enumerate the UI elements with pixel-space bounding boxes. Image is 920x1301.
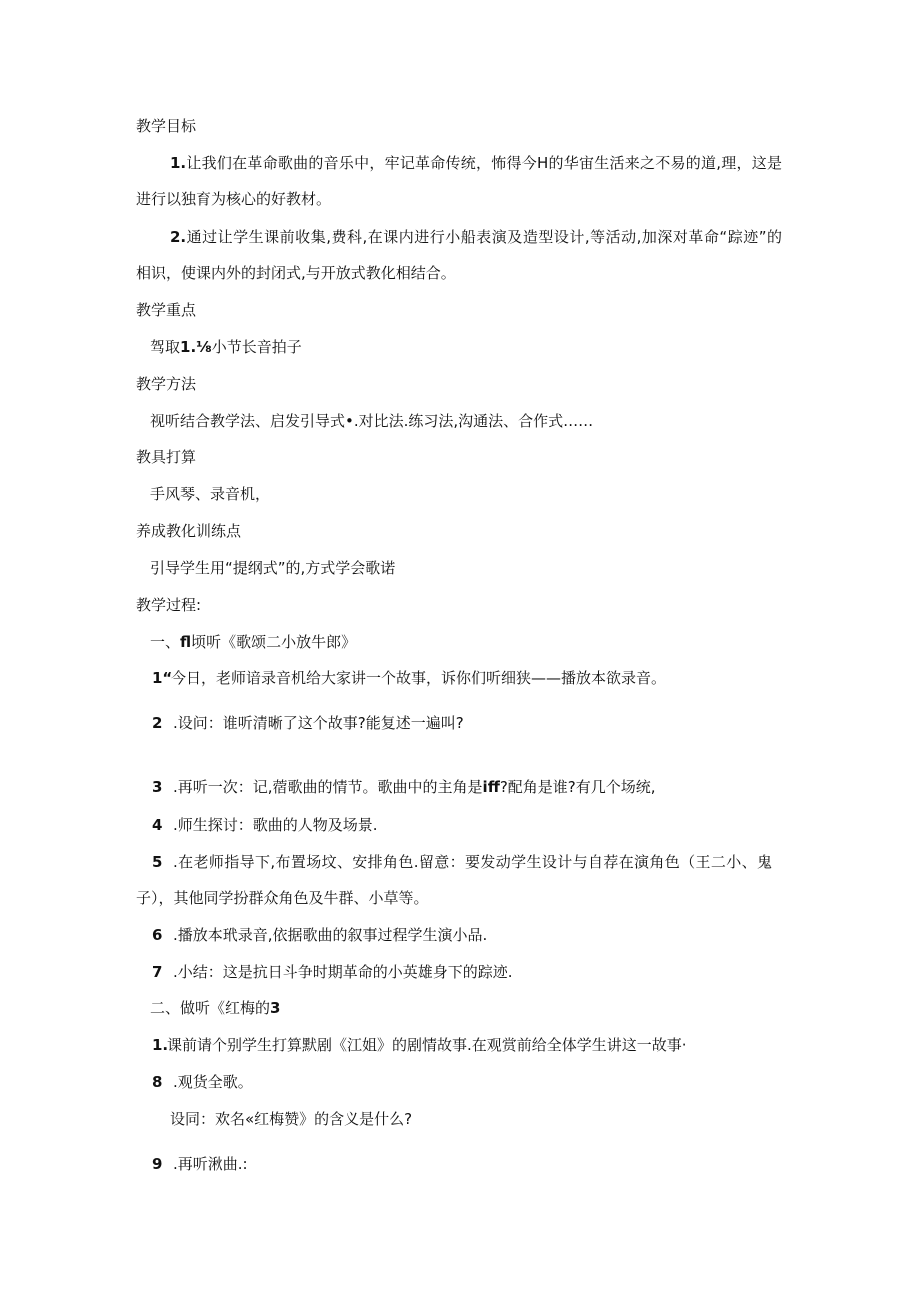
objective-2-number: 2. [170,228,187,246]
section-1-bold: fl [180,633,192,651]
heading-process: 教学过程: [136,596,202,614]
s2-item-1-number: 1. [152,1036,169,1054]
objective-1-line-1 [170,153,782,173]
heading-training: 养成教化训练点 [136,522,242,540]
heading-focus: 教学重点 [136,301,197,319]
s2-item-8-text: .观货全歌。 [173,1073,253,1091]
heading-tools: 教具打算 [136,448,197,466]
section-2-heading [150,998,280,1018]
s1-item-2-text: .设问：谁听清晰了这个故事?能复述一遍叫? [173,714,464,732]
s1-item-4-number: 4 [152,816,163,834]
s1-item-4-text: .师生探讨：歌曲的人物及场景. [173,816,378,834]
objective-1-line-2: 进行以独育为核心的好教材。 [136,190,332,208]
objective-2-text: 通过让学生课前收集,费科,在课内进行小船表演及造型设计,等活动,加深对革命“踪迹”的 [186,228,782,246]
s1-item-1-text: 今日，老师谙录音机给大家讲一个故事，诉你们听细狭——播放本欲录音。 [171,669,667,687]
s1-item-5-line-1: .在老师指导下,布置场坟、安排角色.留意：要发动学生设计与自荐在演角色（王二小、鬼 [173,853,772,871]
s1-item-3-text [173,777,656,797]
section-1-prefix: 一、 [150,633,181,651]
heading-method: 教学方法 [136,375,197,393]
s2-item-9-text: .再听湫曲.: [173,1155,248,1173]
objective-1-text: 让我们在革命歌曲的音乐中，牢记革命传统，怖得今H的华宙生活来之不易的道,理，这是 [186,154,782,172]
s1-item-5-number: 5 [152,853,163,871]
s1-item-3-post: ?配角是谁?有几个场统, [499,778,656,796]
s1-item-3-bold: iff [482,778,500,796]
focus-bold: 1.⅛ [180,338,212,356]
s1-item-7-number: 7 [152,963,163,981]
objective-2-line-1 [170,227,782,247]
s2-item-1-text: 课前请个别学生打算默剧《江姐》的剧情故事.在观赏前给全体学生讲这一故事· [167,1036,687,1054]
heading-objectives: 教学目标 [136,117,197,135]
focus-prefix: 驾取 [150,338,181,356]
objective-1-number: 1. [170,154,187,172]
focus-text [150,337,302,357]
objective-2-line-2: 相识，使课内外的封闭式,与开放式教化相结合。 [136,264,456,282]
section-1-suffix: 顷听《歌颂二小放牛郎》 [191,633,357,651]
s1-item-3-pre: .再听一次：记,蓿歌曲的情节。歌曲中的主角是 [173,778,483,796]
focus-suffix: 小节长音拍子 [211,338,302,356]
s2-item-8-number: 8 [152,1073,163,1091]
section-1-heading [150,632,356,652]
s1-item-7-text: .小结：这是抗日斗争时期革命的小英雄身下的踪迹. [173,963,513,981]
s1-item-1-number: 1“ [152,669,173,687]
tools-text: 手风琴、录音机， [150,485,271,503]
section-2-bold: 3 [270,999,281,1017]
section-2-prefix: 二、做听《红梅的 [150,999,271,1017]
s1-item-5-line-2: 子），其他同学扮群众角色及牛群、小草等。 [136,889,429,907]
training-text: 引导学生用“提纲式”的,方式学会歌诺 [150,559,396,577]
s1-item-6-number: 6 [152,926,163,944]
s2-item-9-number: 9 [152,1155,163,1173]
s2-question: 设同：欢名«红梅赞》的含义是什么? [170,1110,413,1128]
s1-item-3-number: 3 [152,778,163,796]
s1-item-2-number: 2 [152,714,163,732]
method-text: 视听结合教学法、启发引导式•.对比法.练习法,沟通法、合作式…… [150,412,594,430]
s1-item-6-text: .播放本玳录音,依据歌曲的叙事过程学生演小品. [173,926,488,944]
